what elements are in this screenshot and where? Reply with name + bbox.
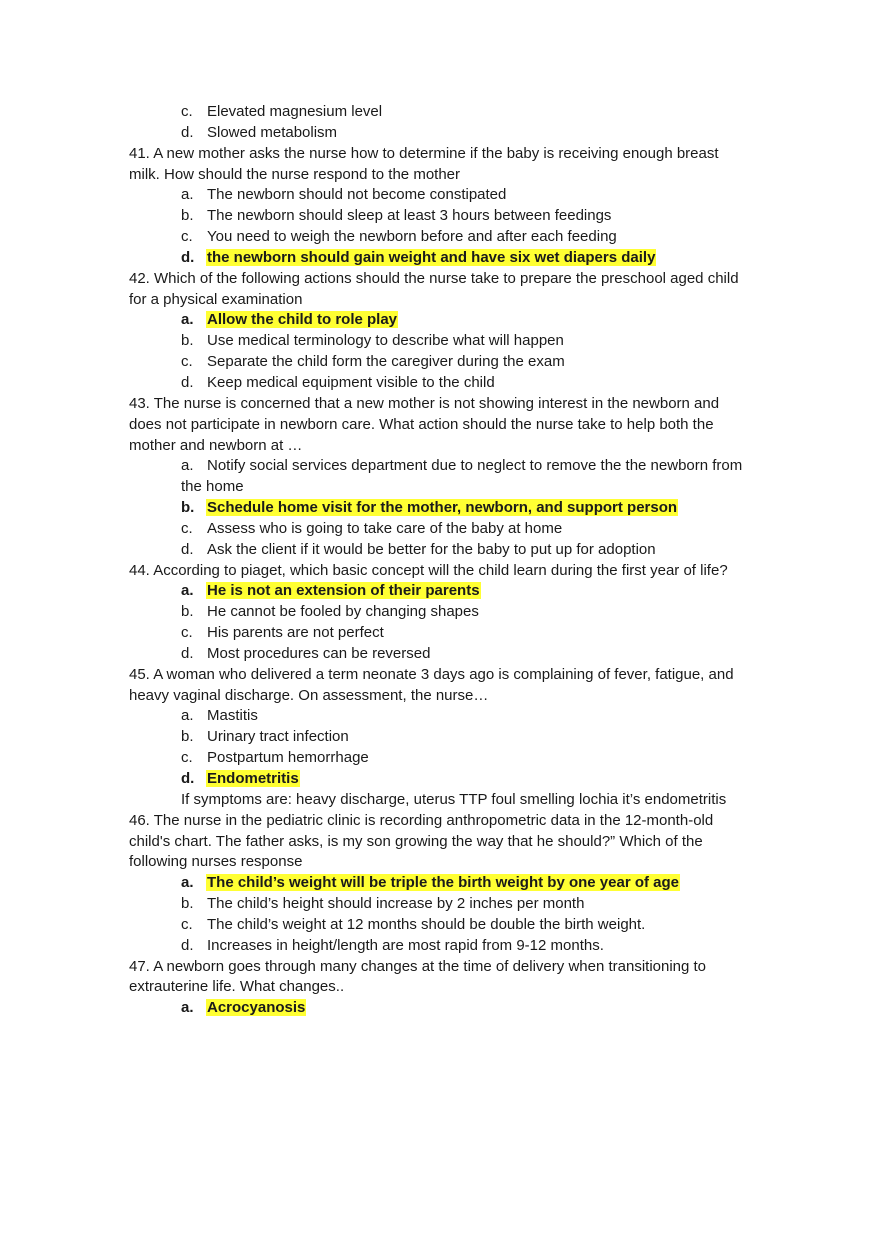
option-line <box>0 206 880 227</box>
option-letter: a. <box>181 582 194 600</box>
option-text: Increases in height/length are most rapid from 9-12 months. <box>207 936 604 954</box>
explanation-note: If symptoms are: heavy discharge, uterus TTP foul smelling lochia it’s endometritis <box>181 790 727 808</box>
option-letter: d. <box>181 123 194 141</box>
option-text: Mastitis <box>207 707 258 725</box>
option-letter: b. <box>181 603 194 621</box>
option-text: Most procedures can be reversed <box>207 644 431 662</box>
option-line <box>0 352 880 373</box>
option-line <box>0 748 880 769</box>
answer-line <box>0 873 880 894</box>
option-text: Assess who is going to take care of the baby at home <box>207 519 563 537</box>
answer-line <box>0 310 880 331</box>
option-line <box>0 602 880 623</box>
option-letter: b. <box>181 499 195 517</box>
highlighted-answer: He is not an extension of their parents <box>207 582 480 600</box>
question-42-line: 42. Which of the following actions should the nurse take to prepare the preschool aged child <box>129 269 739 287</box>
option-letter: d. <box>181 936 194 954</box>
option-letter: b. <box>181 332 194 350</box>
highlighted-answer: Allow the child to role play <box>207 311 398 329</box>
option-text: Ask the client if it would be better for the baby to put up for adoption <box>207 540 656 558</box>
highlighted-answer: the newborn should gain weight and have six wet diapers daily <box>207 248 656 266</box>
highlighted-answer: The child’s weight will be triple the birth weight by one year of age <box>207 874 680 892</box>
question-43-line: does not participate in newborn care. What action should the nurse take to help both the <box>129 415 714 433</box>
option-text: The child’s weight at 12 months should be double the birth weight. <box>207 915 646 933</box>
option-letter: a. <box>181 999 194 1017</box>
option-letter: c. <box>181 915 193 933</box>
answer-line <box>0 998 880 1019</box>
highlighted-answer: Endometritis <box>207 770 299 787</box>
option-line <box>0 373 880 394</box>
option-line <box>0 727 880 748</box>
option-letter: a. <box>181 457 194 475</box>
option-text: Keep medical equipment visible to the child <box>207 373 495 391</box>
option-letter: c. <box>181 353 193 371</box>
option-continuation: the home <box>181 478 244 496</box>
question-45-line: heavy vaginal discharge. On assessment, the nurse… <box>129 686 489 704</box>
option-text: Elevated magnesium level <box>207 103 383 120</box>
option-line <box>0 706 880 727</box>
option-line <box>0 540 880 561</box>
option-line <box>0 915 880 936</box>
option-text: Urinary tract infection <box>207 728 349 746</box>
option-letter: c. <box>181 228 193 246</box>
option-letter: c. <box>181 749 193 767</box>
option-letter: d. <box>181 770 195 787</box>
question-46-line: child's chart. The father asks, is my son growing the way that he should?” Which of the <box>129 832 703 850</box>
option-letter: a. <box>181 311 194 329</box>
answer-line <box>0 498 880 519</box>
option-letter: a. <box>181 186 194 204</box>
option-text: You need to weigh the newborn before and after each feeding <box>207 228 617 246</box>
option-line <box>0 644 880 665</box>
option-letter: c. <box>181 519 193 537</box>
option-line <box>0 227 880 248</box>
option-letter: b. <box>181 895 194 913</box>
answer-line <box>0 248 880 269</box>
question-43-line: 43. The nurse is concerned that a new mother is not showing interest in the newborn and <box>129 394 720 412</box>
option-line <box>0 331 880 352</box>
option-letter: a. <box>181 707 194 725</box>
option-line <box>0 123 880 144</box>
option-text: Use medical terminology to describe what will happen <box>207 332 564 350</box>
option-line <box>0 519 880 540</box>
option-line <box>0 185 880 206</box>
option-letter: d. <box>181 373 194 391</box>
option-line <box>0 936 880 957</box>
option-text: His parents are not perfect <box>207 624 384 642</box>
answer-line <box>0 769 880 790</box>
option-letter: d. <box>181 540 194 558</box>
option-letter: c. <box>181 624 193 642</box>
option-line <box>0 894 880 915</box>
option-letter: c. <box>181 103 193 120</box>
question-46-line: following nurses response <box>129 853 303 871</box>
option-text: He cannot be fooled by changing shapes <box>207 603 479 621</box>
option-text: Postpartum hemorrhage <box>207 749 369 767</box>
highlighted-answer: Schedule home visit for the mother, newborn, and support person <box>207 499 678 517</box>
answer-line <box>0 581 880 602</box>
option-text: The newborn should not become constipated <box>207 186 507 204</box>
question-45-line: 45. A woman who delivered a term neonate 3 days ago is complaining of fever, fatigue, and <box>129 665 734 683</box>
question-47-line: 47. A newborn goes through many changes at the time of delivery when transitioning to <box>129 957 707 975</box>
question-42-line: for a physical examination <box>129 290 303 308</box>
option-text: Notify social services department due to neglect to remove the the newborn from <box>207 457 743 475</box>
option-letter: a. <box>181 874 194 892</box>
option-letter: d. <box>181 644 194 662</box>
option-text: The child’s height should increase by 2 inches per month <box>207 895 585 913</box>
question-47-line: extrauterine life. What changes.. <box>129 978 345 996</box>
question-43-line: mother and newborn at … <box>129 436 303 454</box>
document-page <box>0 102 880 1019</box>
option-text: The newborn should sleep at least 3 hours between feedings <box>207 207 612 225</box>
option-letter: d. <box>181 248 195 266</box>
question-44-line: 44. According to piaget, which basic concept will the child learn during the first year of life? <box>129 561 728 579</box>
option-text: Separate the child form the caregiver during the exam <box>207 353 565 371</box>
question-46-line: 46. The nurse in the pediatric clinic is recording anthropometric data in the 12-month-old <box>129 811 714 829</box>
question-41-line: 41. A new mother asks the nurse how to determine if the baby is receiving enough breast <box>129 144 719 162</box>
highlighted-answer: Acrocyanosis <box>207 999 306 1017</box>
question-41-line: milk. How should the nurse respond to the mother <box>129 165 461 183</box>
option-line <box>0 102 880 123</box>
option-letter: b. <box>181 207 194 225</box>
option-letter: b. <box>181 728 194 746</box>
option-text: Slowed metabolism <box>207 123 338 141</box>
option-line <box>0 623 880 644</box>
option-line <box>0 456 880 477</box>
